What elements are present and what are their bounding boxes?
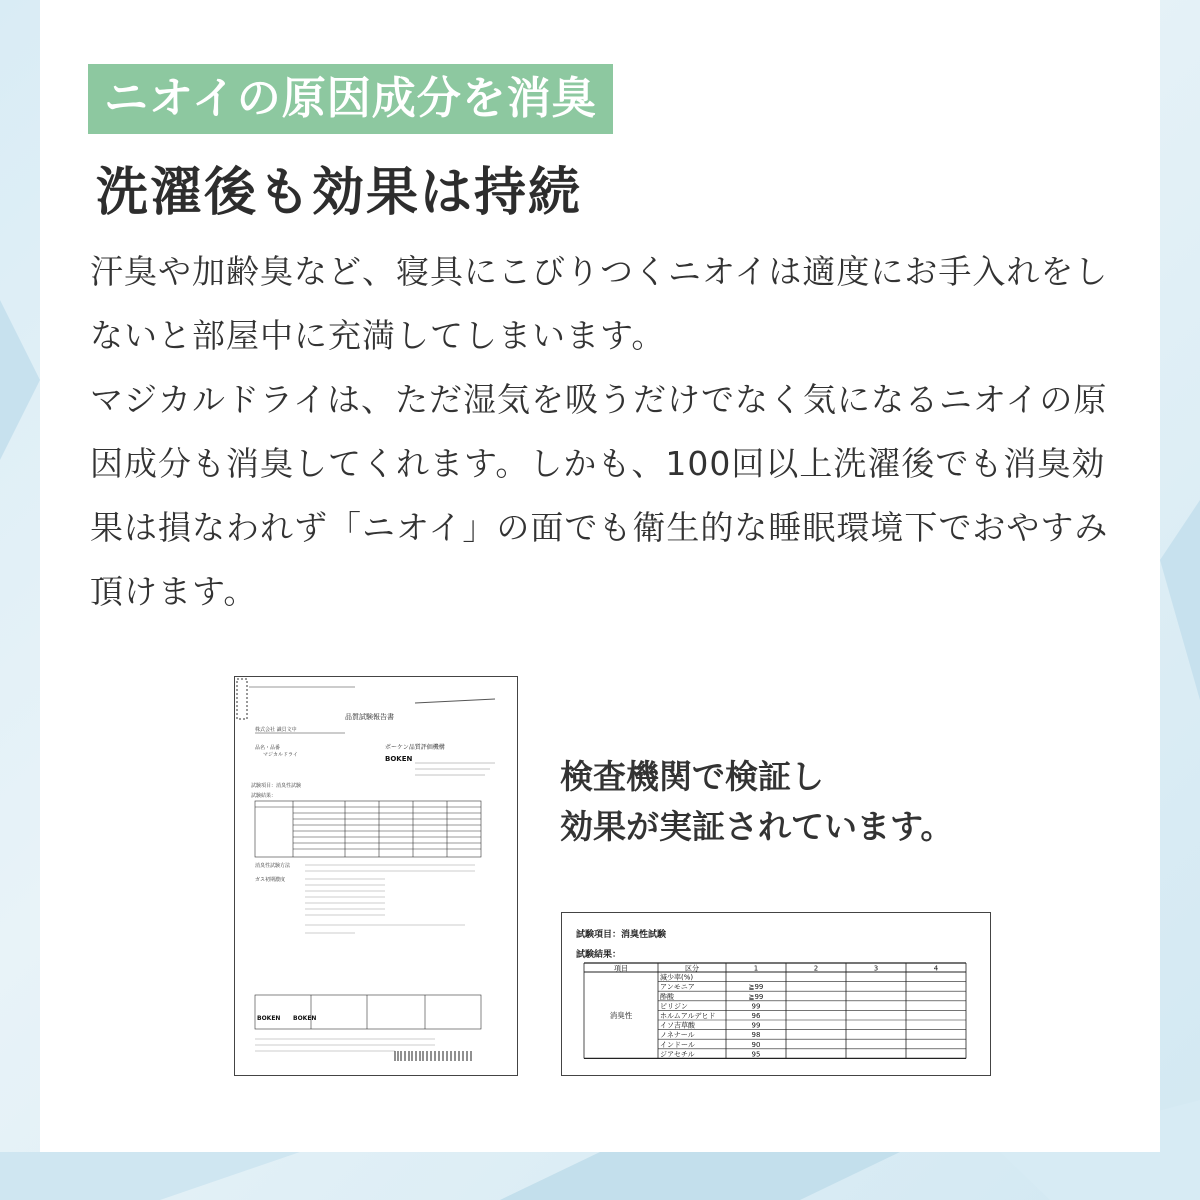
- table-header-cell: 1: [753, 964, 759, 973]
- table-result-label: 試験結果：: [576, 950, 622, 960]
- table-row-name: 酢酸: [660, 992, 674, 1001]
- caption-line-1: 検査機関で検証し: [560, 757, 824, 796]
- table-header-cell: 3: [873, 964, 879, 973]
- table-row-value: ≧99: [748, 983, 764, 992]
- report-result-label: 試験結果：: [251, 793, 277, 799]
- table-row-value: ≧99: [748, 992, 764, 1001]
- content-card: [40, 0, 1160, 1152]
- table-test-item: 試験項目：消臭性試験: [576, 930, 667, 940]
- caption-line-2: 効果が実証されています。: [560, 807, 954, 846]
- report-gas-label: ガス初期濃度: [255, 877, 286, 883]
- table-row-name: インドール: [660, 1040, 695, 1049]
- body-paragraph-1: 汗臭や加齢臭など、寝具にこびりつくニオイは適度にお手入れをしないと部屋中に充満してしまいます。: [90, 252, 1109, 355]
- report-org: ボーケン品質評価機構: [385, 744, 445, 751]
- report-title: 品質試験報告書: [345, 713, 394, 721]
- table-header-cell: 項目: [614, 964, 628, 973]
- table-header-cell: 4: [933, 964, 939, 973]
- table-row-name: ホルムアルデヒド: [660, 1012, 716, 1020]
- caption: [560, 752, 953, 852]
- table-group-label: 消臭性: [609, 1011, 633, 1021]
- table-row-value: 95: [751, 1050, 761, 1059]
- table-row-value: 90: [751, 1040, 761, 1049]
- table-row-value: 98: [751, 1031, 761, 1040]
- test-report-document: [234, 676, 518, 1076]
- section-tag: ニオイの原因成分を消臭: [88, 64, 613, 134]
- body-paragraph-2: マジカルドライは、ただ湿気を吸うだけでなく気になるニオイの原因成分も消臭してくれます。しかも、100回以上洗濯後でも消臭効果は損なわれず「ニオイ」の面でも衛生的な睡眠環境下でおやすみ頂けます。: [90, 380, 1109, 611]
- table-row-name: 減少率(%): [660, 973, 694, 982]
- report-stamp-logo-2: BOKEN: [293, 1015, 317, 1022]
- report-method-label: 消臭性試験方法: [255, 863, 291, 869]
- report-product-label: 品名・品番: [255, 745, 281, 751]
- table-row-name: イソ吉草酸: [660, 1021, 695, 1030]
- table-row-name: ノネナール: [660, 1031, 695, 1040]
- body-text: [90, 240, 1120, 624]
- report-logo: BOKEN: [385, 755, 413, 763]
- table-row-name: アンモニア: [660, 983, 695, 992]
- table-row-value: 99: [751, 1002, 761, 1011]
- table-row-value: 99: [751, 1021, 761, 1030]
- table-row-value: 96: [751, 1012, 761, 1020]
- table-header-cell: 2: [813, 964, 819, 973]
- headline: 洗濯後も効果は持続: [96, 163, 583, 223]
- report-product: マジカルドライ: [263, 752, 298, 758]
- report-stamp-logo-1: BOKEN: [257, 1015, 281, 1022]
- table-row-name: ジアセチル: [660, 1050, 695, 1059]
- table-header-cell: 区分: [685, 964, 699, 973]
- table-row-name: ピリジン: [660, 1002, 688, 1011]
- report-test-item: 試験項目：消臭性試験: [251, 783, 302, 789]
- report-client: 株式会社 識貝文中: [255, 727, 297, 733]
- results-table-excerpt: [561, 912, 991, 1076]
